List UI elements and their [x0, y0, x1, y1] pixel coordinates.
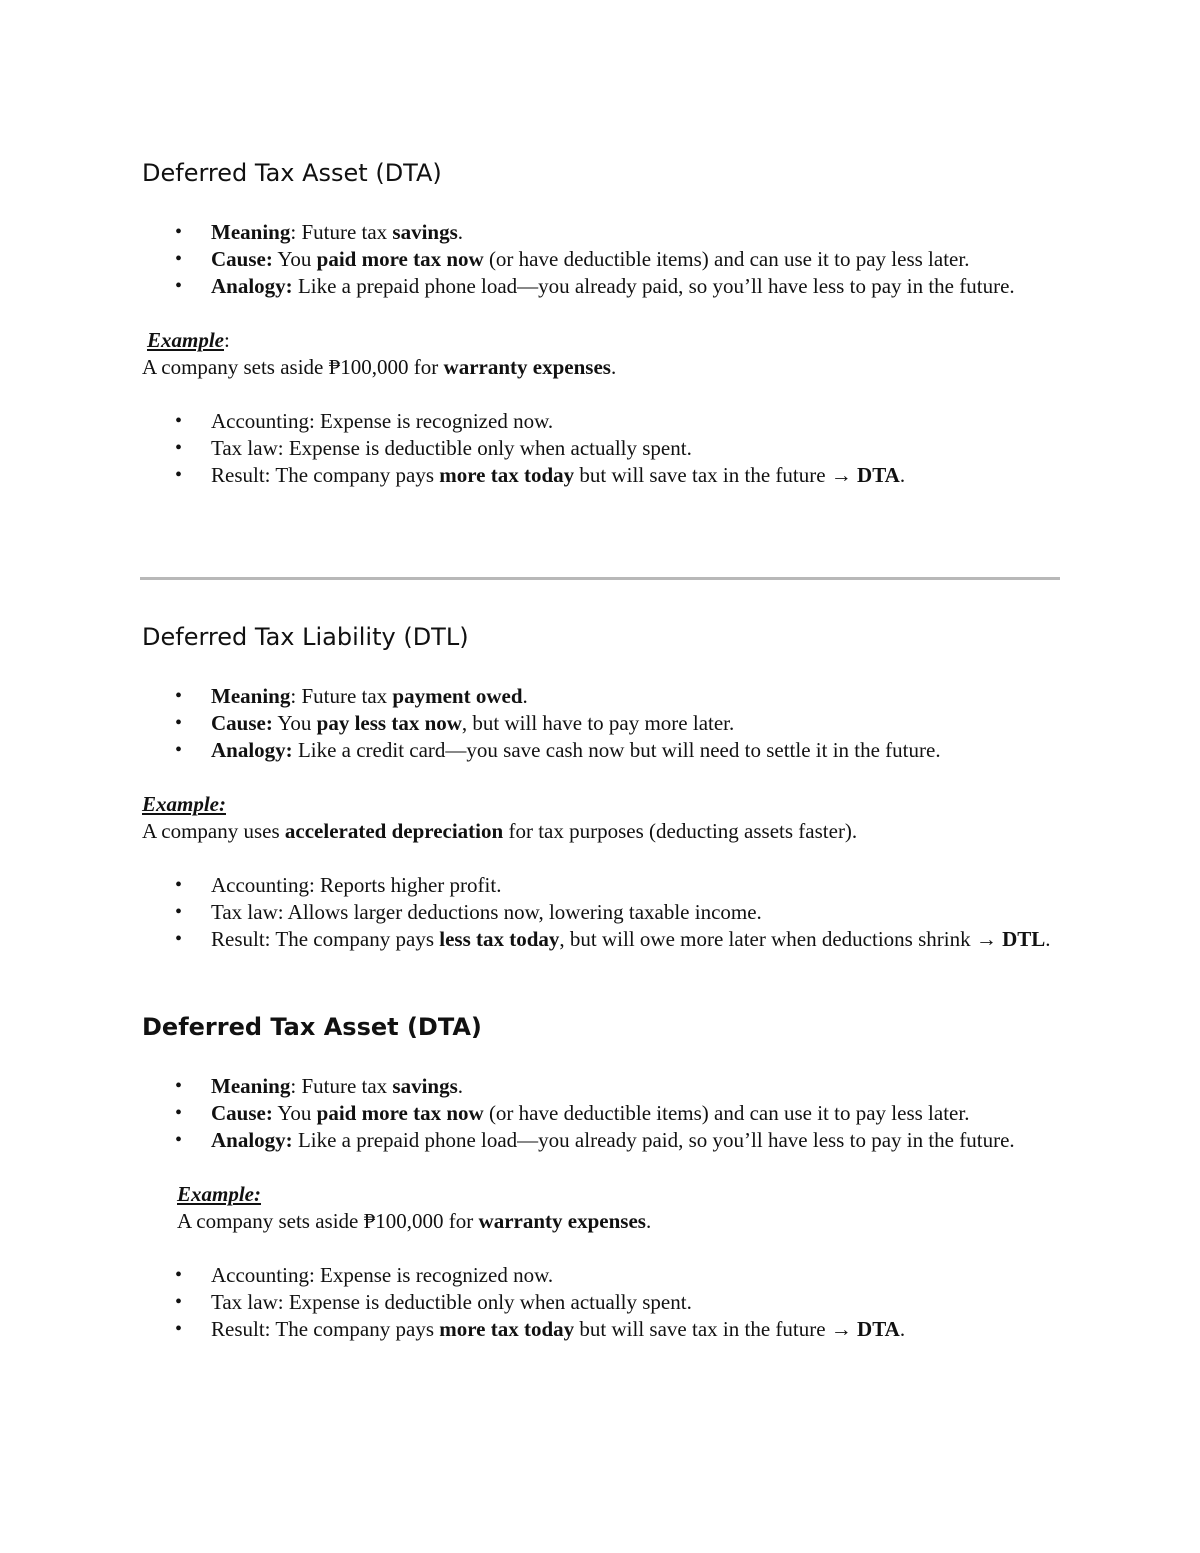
list-item: • Accounting: Expense is recognized now. — [142, 1262, 1062, 1289]
example-list — [142, 872, 1062, 953]
section-title: Deferred Tax Liability (DTL) — [142, 623, 469, 651]
example-label: Example: — [177, 1182, 261, 1206]
list-item: • Accounting: Expense is recognized now. — [142, 408, 1062, 435]
example-block — [142, 1181, 1062, 1235]
example-list — [142, 408, 1062, 489]
list-item: • Cause: You paid more tax now (or have deductible items) and can use it to pay less later. — [142, 246, 1062, 273]
list-item: • Meaning: Future tax savings. — [142, 1073, 1062, 1100]
definition-list — [142, 683, 1062, 764]
example-text: A company sets aside ₱100,000 for warranty expenses. — [177, 1209, 652, 1233]
list-item: • Cause: You paid more tax now (or have deductible items) and can use it to pay less later. — [142, 1100, 1062, 1127]
section-dta-2 — [142, 1011, 1062, 1343]
section-dta-1 — [142, 157, 1062, 489]
list-item: • Cause: You pay less tax now, but will have to pay more later. — [142, 710, 1062, 737]
list-item: • Analogy: Like a prepaid phone load—you already paid, so you’ll have less to pay in the future. — [142, 1127, 1062, 1154]
list-item: • Accounting: Reports higher profit. — [142, 872, 1062, 899]
example-label: Example — [147, 328, 224, 352]
list-item: • Result: The company pays less tax today, but will owe more later when deductions shrink → DTL. — [142, 926, 1062, 953]
list-item: • Tax law: Allows larger deductions now, lowering taxable income. — [142, 899, 1062, 926]
section-title: Deferred Tax Asset (DTA) — [142, 159, 442, 187]
list-item: • Result: The company pays more tax today but will save tax in the future → DTA. — [142, 462, 1062, 489]
section-dtl — [142, 621, 1062, 953]
horizontal-divider — [140, 577, 1060, 580]
list-item: • Meaning: Future tax payment owed. — [142, 683, 1062, 710]
example-text: A company sets aside ₱100,000 for warranty expenses. — [142, 355, 617, 379]
example-text: A company uses accelerated depreciation for tax purposes (deducting assets faster). — [142, 819, 858, 843]
definition-list — [142, 1073, 1062, 1154]
list-item: • Tax law: Expense is deductible only when actually spent. — [142, 435, 1062, 462]
list-item: • Meaning: Future tax savings. — [142, 219, 1062, 246]
example-label: Example: — [142, 792, 226, 816]
list-item: • Result: The company pays more tax today but will save tax in the future → DTA. — [142, 1316, 1062, 1343]
example-list — [142, 1262, 1062, 1343]
list-item: • Analogy: Like a prepaid phone load—you already paid, so you’ll have less to pay in the future. — [142, 273, 1062, 300]
section-title: Deferred Tax Asset (DTA) — [142, 1013, 482, 1041]
list-item: • Tax law: Expense is deductible only when actually spent. — [142, 1289, 1062, 1316]
definition-list — [142, 219, 1062, 300]
list-item: • Analogy: Like a credit card—you save cash now but will need to settle it in the future. — [142, 737, 1062, 764]
example-block: Example: — [147, 328, 230, 352]
